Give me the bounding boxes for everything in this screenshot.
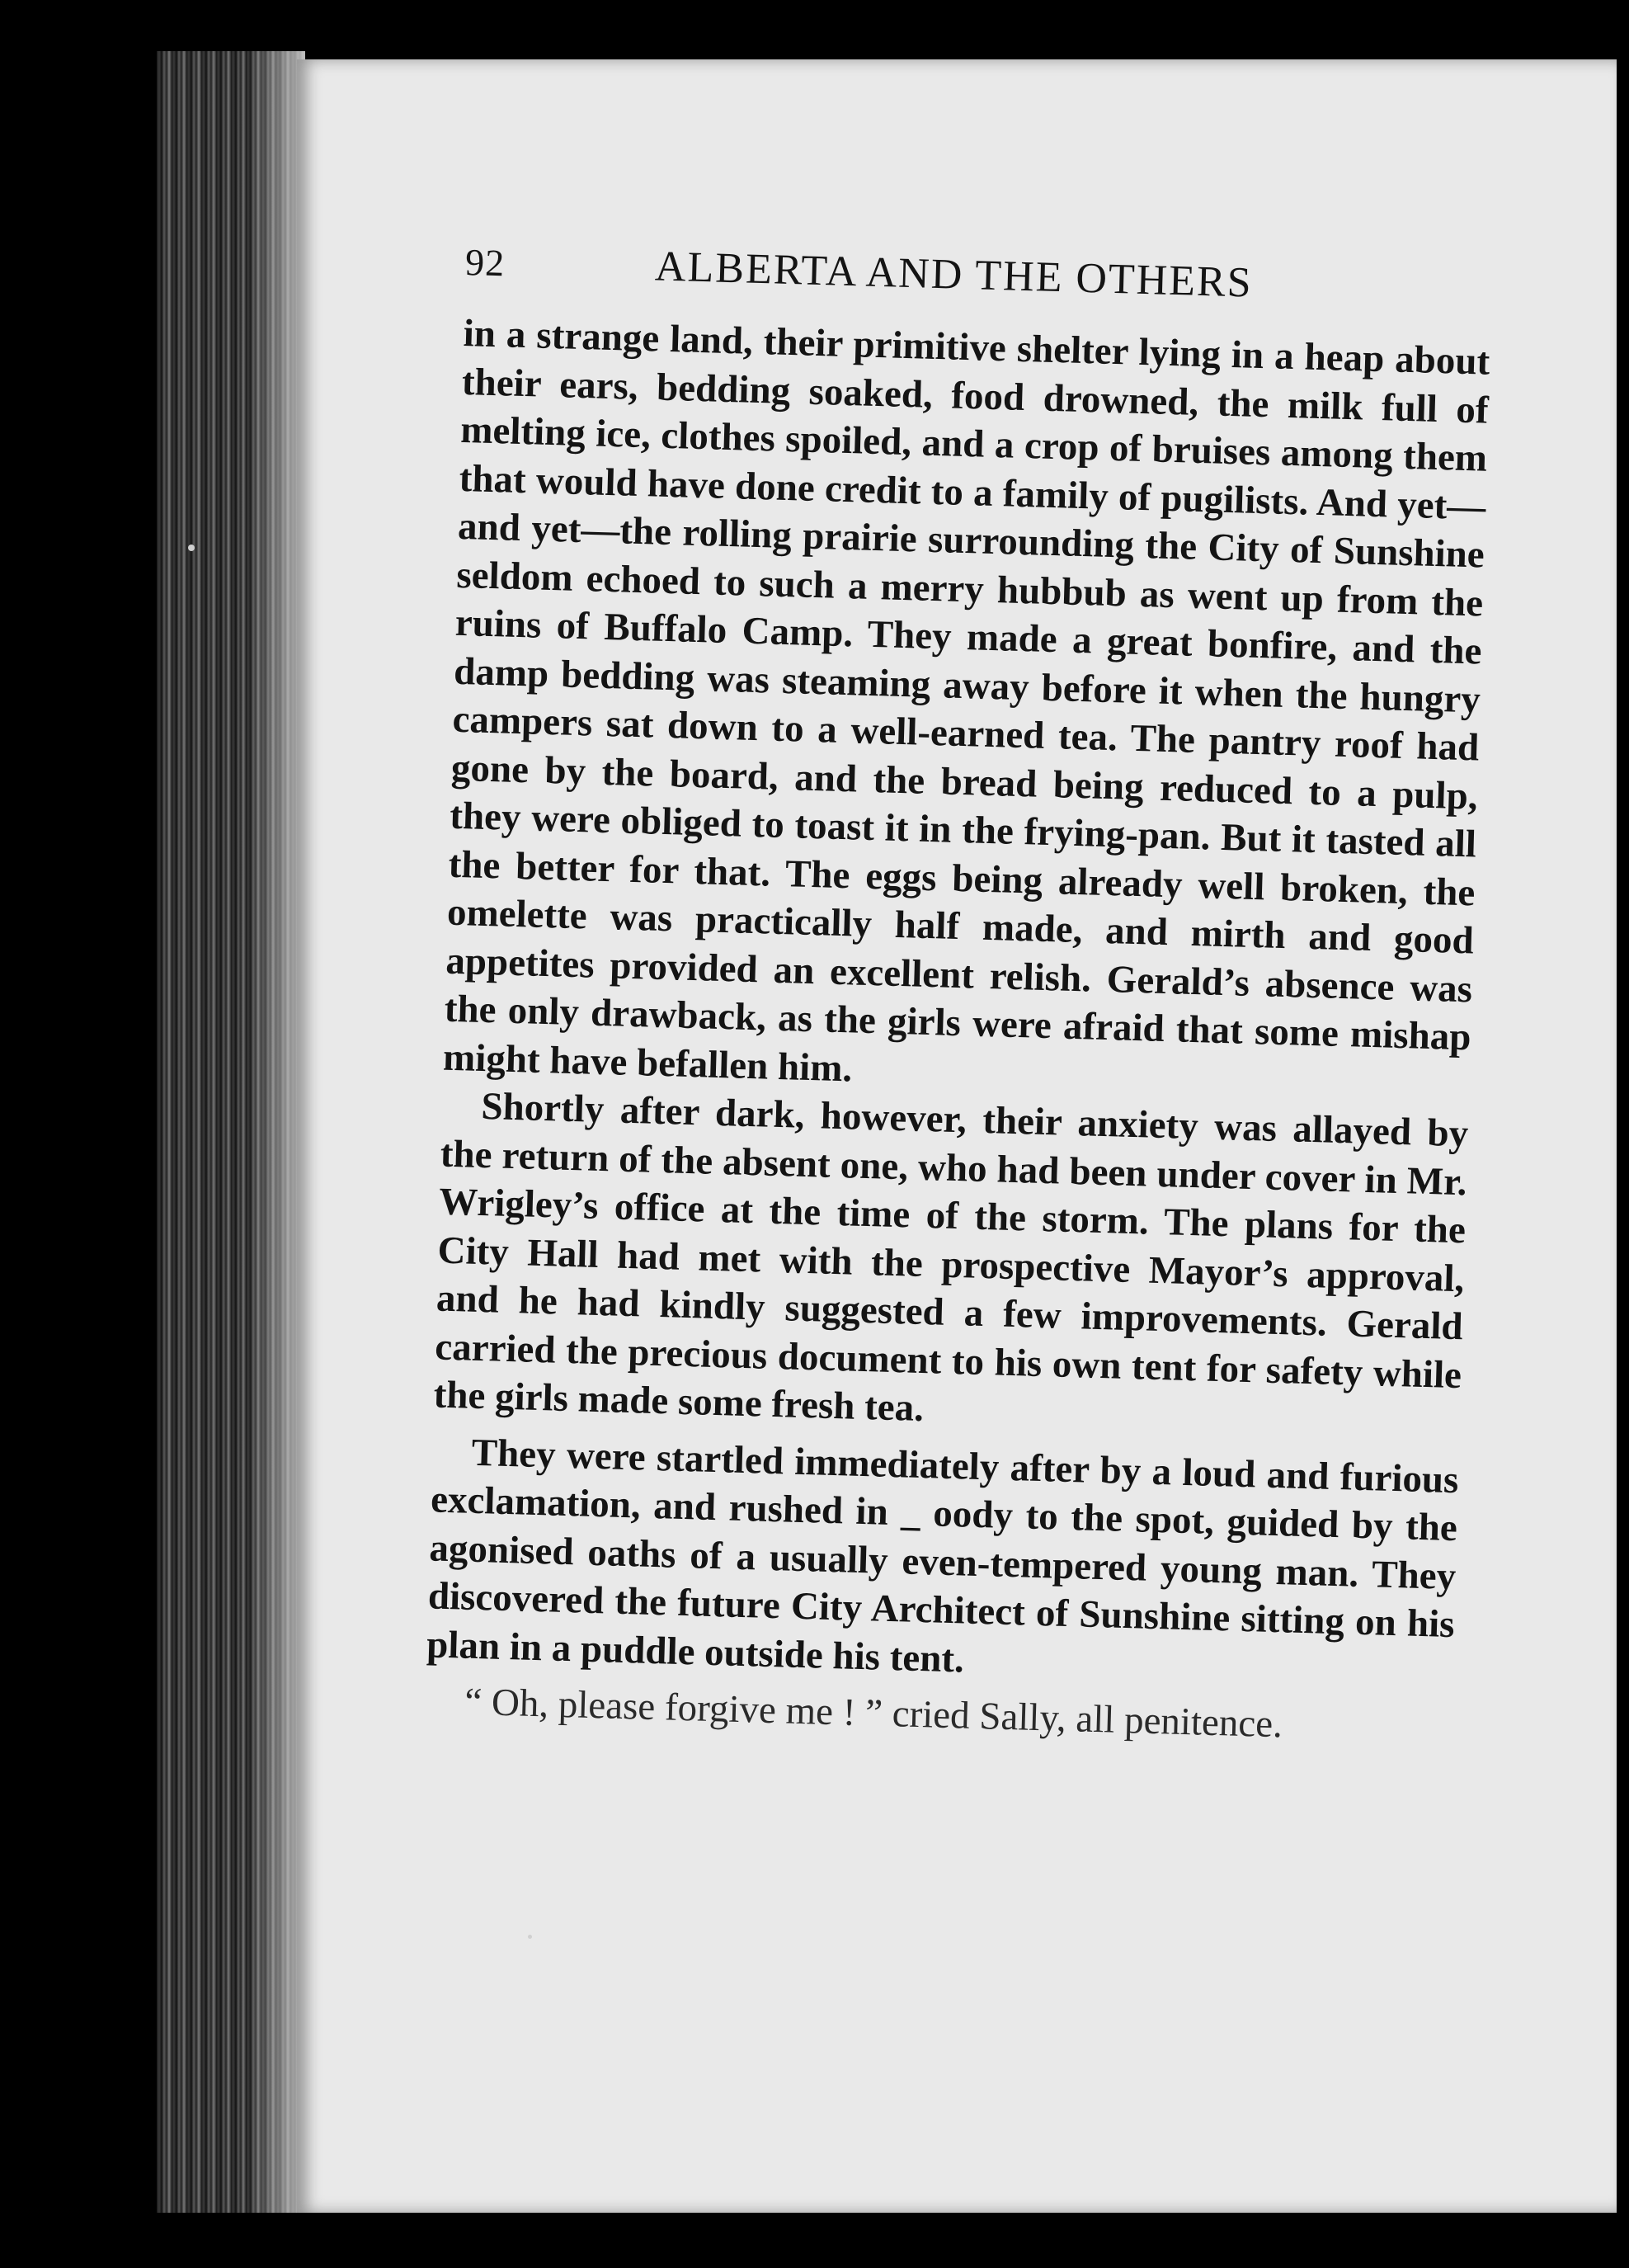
paragraph-3: They were startled immediately after by a loud and furious exclamation, and rushed in _ oody to the spot, guided by the agonised oaths of a usually even-tempered young man. They discovered the future City Architect of Sunshine sitting on his plan in a puddle outside his tent. — [426, 1431, 1460, 1681]
paragraph-2: Shortly after dark, however, their anxiety was allayed by the return of the absent one, who had been under cover in Mr. Wrigley’s office at the time of the storm. The plans for the City Hall had met with the prospective Mayor’s approval, and he had kindly suggested a few improvements. Gerald carried the precious document to his own tent for safety while the girls made some fresh tea. — [433, 1084, 1469, 1431]
book-page — [297, 59, 1617, 2213]
paragraph-1: in a strange land, their primitive shelter lying in a heap about their ears, bedding soaked, food drowned, the milk full of melting ice, clothes spoiled, and a crop of bruises among them that would have done credit to a family of pugilists. And yet—and yet—the rolling prairie surrounding the City of Sunshine seldom echoed to such a merry hubbub as went up from the ruins of Buffalo Camp. They made a great bonfire, and the damp bedding was steaming away before it when the hungry campers sat down to a well-earned tea. The pantry roof had gone by the board, and the bread being reduced to a pulp, they were obliged to toast it in the frying-pan. But it tasted all the better for that. The eggs being already well broken, the omelette was practically half made, and mirth and good appetites provided an excellent relish. Gerald’s absence was the only drawback, as the girls were afraid that some mishap might have befallen him. — [442, 311, 1490, 1090]
scan-speck — [528, 1935, 532, 1939]
page-number: 92 — [464, 240, 506, 285]
body-text — [425, 309, 1490, 1754]
paragraph-4: “ Oh, please forgive me ! ” cried Sally, all penitence. — [464, 1680, 1283, 1747]
running-title: ALBERTA AND THE OTHERS — [654, 243, 1254, 307]
page-content — [425, 237, 1493, 1754]
scan-speck — [188, 545, 195, 551]
